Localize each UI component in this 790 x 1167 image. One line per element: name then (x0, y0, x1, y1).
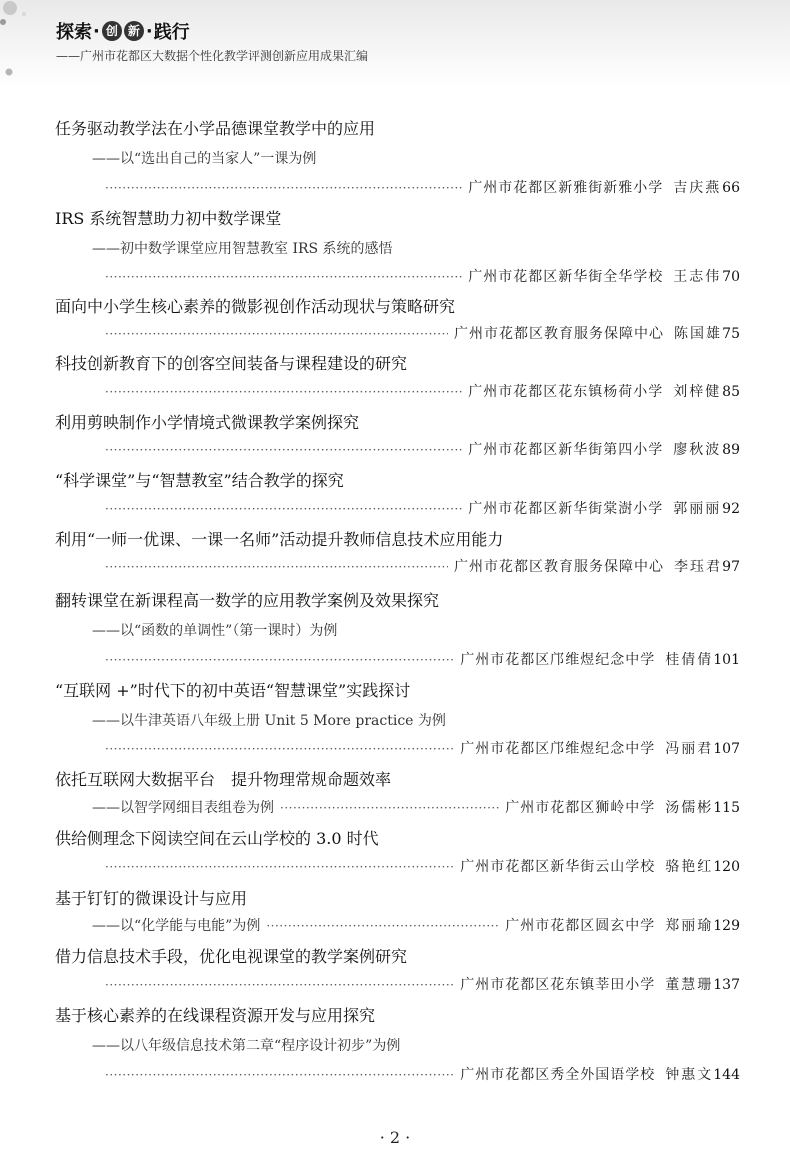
toc-entry-title[interactable]: 面向中小学生核心素养的微影视创作活动现状与策略研究 (55, 297, 456, 316)
toc-entry-org: 广州市花都区新华街第四小学 (468, 442, 664, 458)
leader-dots (105, 1068, 454, 1082)
toc-entry-page[interactable]: 137 (713, 977, 740, 993)
toc-entry-subtitle: ——以智学网细目表组卷为例 (92, 800, 274, 816)
toc-entry-dotted-line[interactable] (105, 974, 740, 994)
toc-entry-subtitle: ——以“选出自己的当家人”一课为例 (92, 151, 317, 167)
toc-entry-page[interactable]: 107 (713, 741, 740, 757)
toc-entry-page[interactable]: 85 (722, 384, 740, 400)
toc-entry-org: 广州市花都区新华街全华学校 (468, 269, 664, 285)
toc-entry-title[interactable]: 基于核心素养的在线课程资源开发与应用探究 (55, 1006, 376, 1025)
toc-entry-author: 冯丽君 (665, 741, 714, 757)
toc-entry-page[interactable]: 75 (722, 326, 740, 342)
series-title: 探索 · 创 新 · 践行 (56, 18, 190, 44)
leader-dots (280, 801, 499, 815)
toc-entry-subtitle: ——以八年级信息技术第二章“程序设计初步”为例 (92, 1038, 401, 1054)
toc-entry-subtitle: ——以牛津英语八年级上册 Unit 5 More practice 为例 (92, 713, 446, 729)
toc-entry-page[interactable]: 70 (722, 269, 740, 285)
toc-entry-author: 汤儒彬 (665, 800, 714, 816)
toc-entry-author: 郭丽丽 (673, 501, 722, 517)
toc-entry-author: 王志伟 (673, 269, 722, 285)
toc-entry-dotted-line[interactable] (92, 915, 740, 935)
leader-dots (105, 385, 462, 399)
toc-entry-dotted-line[interactable] (105, 498, 740, 518)
toc-entry-page[interactable]: 66 (722, 180, 740, 196)
toc-entry-dotted-line[interactable] (105, 381, 740, 401)
leader-dots (105, 742, 454, 756)
leader-dots (266, 919, 499, 933)
toc-entry-title[interactable]: IRS 系统智慧助力初中数学课堂 (55, 209, 282, 228)
toc-entry-page[interactable]: 92 (722, 501, 740, 517)
toc-entry-title[interactable]: 依托互联网大数据平台 提升物理常规命题效率 (55, 770, 392, 789)
toc-entry-org: 广州市花都区邝维煜纪念中学 (460, 741, 656, 757)
toc-entry-subtitle: ——以“化学能与电能”为例 (92, 918, 261, 934)
toc-entry-author: 董慧珊 (665, 977, 714, 993)
toc-entry-org: 广州市花都区狮岭中学 (505, 800, 656, 816)
toc-entry-title[interactable]: 借力信息技术手段，优化电视课堂的教学案例研究 (55, 947, 408, 966)
toc-entry-dotted-line[interactable] (92, 797, 740, 817)
series-title-circle-char: 新 (124, 21, 144, 41)
toc-entry-org: 广州市花都区新雅街新雅小学 (468, 180, 664, 196)
series-title-part1: 探索 (56, 22, 92, 43)
toc-entry-author: 桂倩倩 (665, 652, 714, 668)
toc-entry-author: 骆艳红 (665, 859, 714, 875)
toc-entry-org: 广州市花都区花东镇莘田小学 (460, 977, 656, 993)
toc-entry-author: 钟惠文 (665, 1067, 714, 1083)
toc-entry-page[interactable]: 115 (713, 800, 740, 816)
toc-entry-subtitle: ——以“函数的单调性”（第一课时）为例 (92, 623, 338, 639)
toc-entry-author: 吉庆燕 (673, 180, 722, 196)
toc-entry-title[interactable]: 利用剪映制作小学情境式微课教学案例探究 (55, 413, 360, 432)
leader-dots (105, 181, 462, 195)
leader-dots (105, 653, 454, 667)
toc-entry-org: 广州市花都区邝维煜纪念中学 (460, 652, 656, 668)
series-subtitle: ——广州市花都区大数据个性化教学评测创新应用成果汇编 (56, 49, 369, 63)
leader-dots (105, 270, 462, 284)
toc-entry-org: 广州市花都区教育服务保障中心 (453, 326, 664, 342)
toc-entry-org: 广州市花都区圆玄中学 (505, 918, 656, 934)
toc-entry-title[interactable]: 科技创新教育下的创客空间装备与课程建设的研究 (55, 354, 408, 373)
toc-entry-page[interactable]: 129 (713, 918, 740, 934)
toc-entry-title[interactable]: 翻转课堂在新课程高一数学的应用教学案例及效果探究 (55, 591, 440, 610)
toc-entry-title[interactable]: “科学课堂”与“智慧教室”结合教学的探究 (55, 471, 344, 490)
toc-entry-dotted-line[interactable] (105, 738, 740, 758)
toc-entry-dotted-line[interactable] (105, 856, 740, 876)
series-title-part2: 践行 (153, 22, 190, 43)
toc-entry-page[interactable]: 101 (713, 652, 740, 668)
toc-entry-author: 刘梓健 (673, 384, 722, 400)
toc-entry-dotted-line[interactable] (105, 649, 740, 669)
toc-entry-page[interactable]: 144 (713, 1067, 740, 1083)
toc-entry-subtitle: ——初中数学课堂应用智慧教室 IRS 系统的感悟 (92, 241, 393, 257)
toc-entry-page[interactable]: 89 (722, 442, 740, 458)
toc-entry-page[interactable]: 120 (713, 859, 740, 875)
toc-entry-org: 广州市花都区新华街棠澍小学 (468, 501, 664, 517)
toc-entry-dotted-line[interactable] (105, 556, 740, 576)
series-title-circle-char: 创 (102, 21, 122, 41)
toc-entry-title[interactable]: 供给侧理念下阅读空间在云山学校的 3.0 时代 (55, 829, 379, 848)
toc-entry-title[interactable]: 任务驱动教学法在小学品德课堂教学中的应用 (55, 119, 376, 138)
toc-entry-dotted-line[interactable] (105, 177, 740, 197)
leader-dots (105, 327, 448, 341)
toc-entry-org: 广州市花都区花东镇杨荷小学 (468, 384, 664, 400)
leader-dots (105, 978, 454, 992)
toc-entry-dotted-line[interactable] (105, 439, 740, 459)
toc-entry-org: 广州市花都区教育服务保障中心 (453, 559, 664, 575)
toc-entry-dotted-line[interactable] (105, 266, 740, 286)
leader-dots (105, 443, 462, 457)
toc-entry-org: 广州市花都区新华街云山学校 (460, 859, 656, 875)
toc-entry-author: 郑丽瑜 (665, 918, 714, 934)
page-number: · 2 · (379, 1128, 411, 1147)
toc-entry-author: 李珏君 (673, 559, 722, 575)
toc-entry-dotted-line[interactable] (105, 1064, 740, 1084)
toc-entry-org: 广州市花都区秀全外国语学校 (460, 1067, 656, 1083)
leader-dots (105, 560, 448, 574)
leader-dots (105, 860, 454, 874)
toc-entry-dotted-line[interactable] (105, 323, 740, 343)
toc-entry-page[interactable]: 97 (722, 559, 740, 575)
toc-entry-title[interactable]: “互联网 +”时代下的初中英语“智慧课堂”实践探讨 (55, 681, 411, 700)
toc-entry-title[interactable]: 利用“一师一优课、一课一名师”活动提升教师信息技术应用能力 (55, 530, 504, 549)
toc-entry-author: 陈国雄 (673, 326, 722, 342)
toc-entry-title[interactable]: 基于钉钉的微课设计与应用 (55, 889, 248, 908)
toc-entry-author: 廖秋波 (673, 442, 722, 458)
leader-dots (105, 502, 462, 516)
